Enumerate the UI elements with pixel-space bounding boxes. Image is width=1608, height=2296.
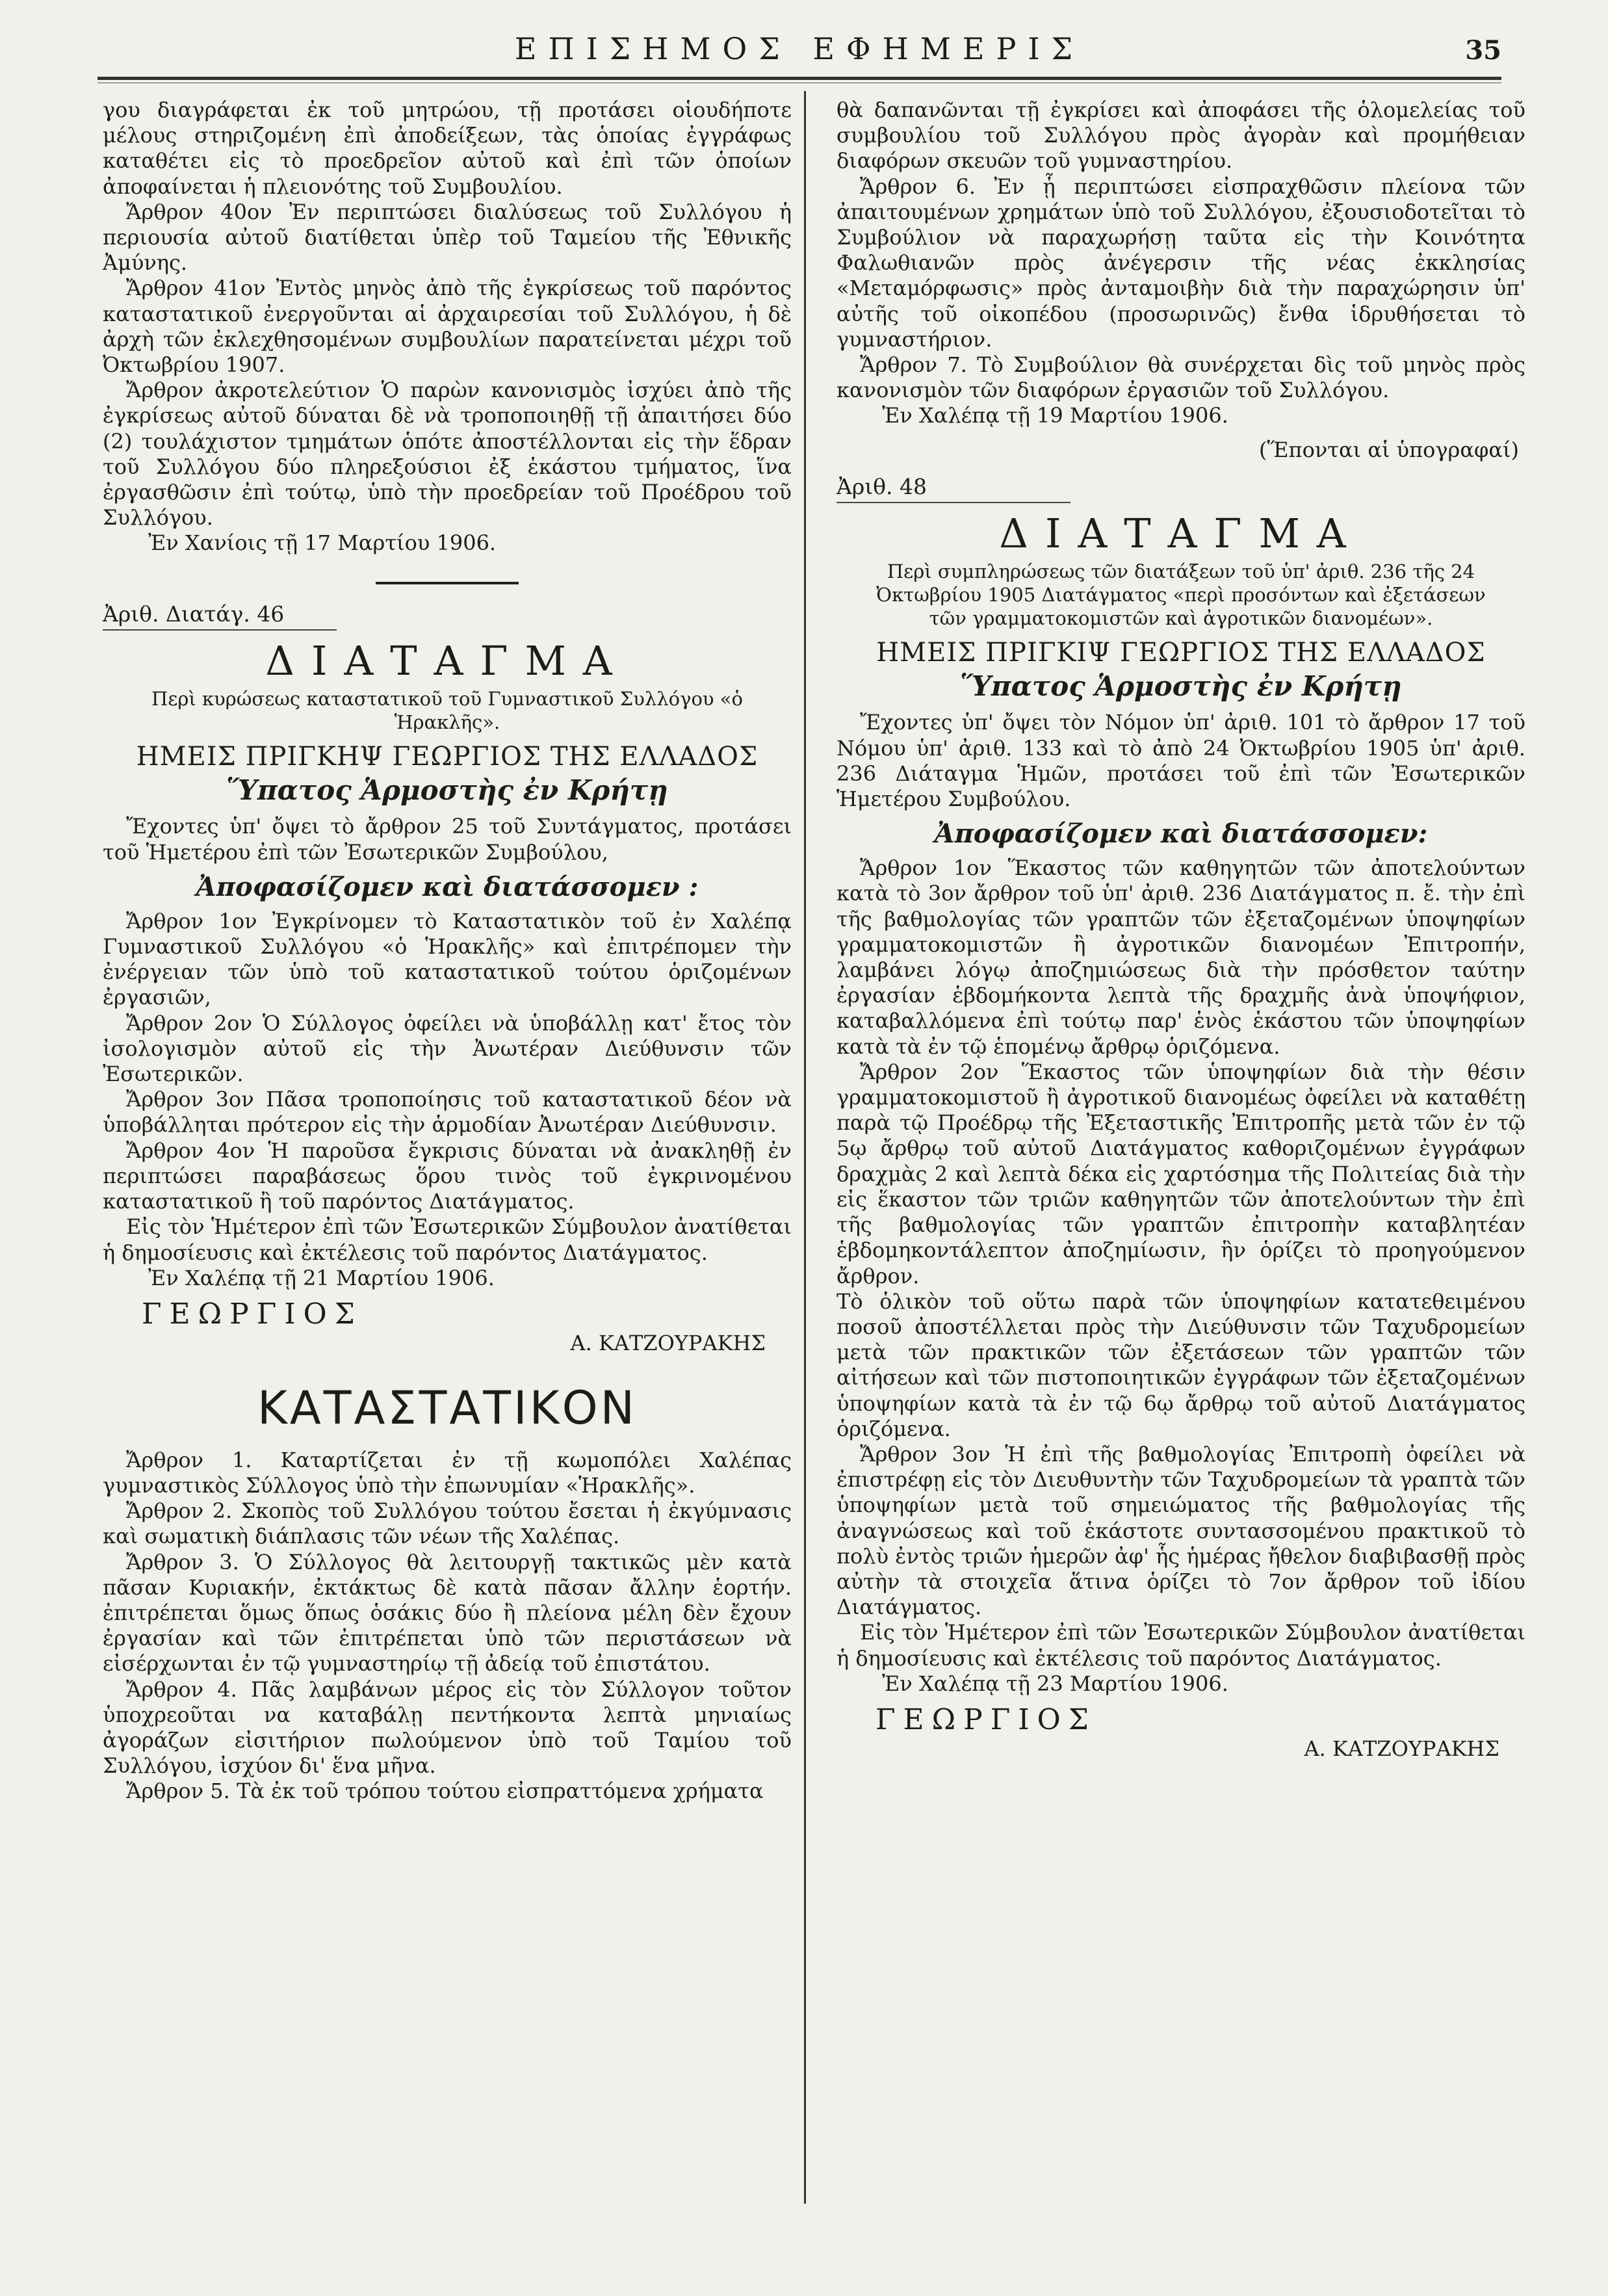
decree-article: Ἄρθρον 2ον Ἕκαστος τῶν ὑποψηφίων διὰ τὴν θέσιν γραμματοκομιστοῦ ἢ ἀγροτικοῦ διανομέως ὀφείλει νὰ καταθέτῃ παρὰ τῷ Προέδρῳ τῆς Ἐξεταστικῆς Ἐπιτροπῆς μετὰ τῶν ἐν τῷ 5ῳ ἄρθρῳ τοῦ αὐτοῦ Διατάγματος καθοριζομένων ἐγγράφων δραχμὰς 2 καὶ λεπτὰ δέκα εἰς χαρτόσημα τῆς Πολιτείας διὰ τὴν εἰς ἕκαστον τῶν τριῶν καθηγητῶν τῶν ἀποτελούντων τὴν ἐπὶ τῆς βαθμολογίας τῶν γραπτῶν ἐπιτροπὴν καταβλητέαν ἑβδομηκοντάλεπτον ἀποζημίωσιν, ἣν ὁρίζει τὸ προηγούμενον ἄρθρον. — [836, 1059, 1525, 1288]
header-rule — [97, 77, 1501, 80]
column-divider — [804, 91, 806, 2204]
decree-title: ΔΙΑΤΑΓΜΑ — [265, 637, 629, 685]
statute-article: Ἄρθρον 6. Ἐν ᾗ περιπτώσει εἰσπραχθῶσιν πλείονα τῶν ἀπαιτουμένων χρημάτων ὑπὸ τοῦ Συλλόγου, ἐξουσιοδοτεῖται τὸ Συμβούλιον νὰ παραχωρήσῃ ταῦτα εἰς τὴν Κοινότητα Φαλωθιανῶν πρὸς ἀνέγερσιν τῆς νέας ἐκκλησίας «Μεταμόρφωσις» πρὸς ἀνταμοιβὴν διὰ τὴν παραχώρησιν ὑπ' αὐτῆς τοῦ οἰκοπέδου (προσωρινῶς) ἔνθα ἱδρυθήσεται τὸ γυμναστήριον. — [836, 174, 1525, 352]
decree-king-signature: ΓΕΩΡΓΙΟΣ — [142, 1297, 363, 1331]
decree-number: Ἀριθ. 48 — [836, 474, 1070, 503]
decree-preamble: Ἔχοντες ὑπ' ὄψει τὸν Νόμον ὑπ' ἀριθ. 101 τὸ ἄρθρον 17 τοῦ Νόμου ὑπ' ἀριθ. 133 καὶ τὸ ἀπὸ 24 Ὀκτωβρίου 1905 ὑπ' ἀριθ. 236 Διάταγμα Ἡμῶν, προτάσει τοῦ ἐπὶ τῶν Ἐσωτερικῶν Ἡμετέρου Συμβούλου. — [836, 710, 1525, 812]
statute-article: θὰ δαπανῶνται τῇ ἐγκρίσει καὶ ἀποφάσει τῆς ὁλομελείας τοῦ συμβουλίου τοῦ Συλλόγου πρὸς ἀγορὰν καὶ προμήθειαν διαφόρων σκευῶν τοῦ γυμναστηρίου. — [836, 98, 1525, 174]
page-header — [97, 26, 1501, 72]
decree-issuer: ΗΜΕΙΣ ΠΡΙΓΚΗΨ ΓΕΩΡΓΙΟΣ ΤΗΣ ΕΛΛΑΔΟΣ — [136, 742, 759, 772]
decree-number: Ἀριθ. Διατάγ. 46 — [103, 601, 337, 631]
decree-article: Ἄρθρον 3ον Ἡ ἐπὶ τῆς βαθμολογίας Ἐπιτροπὴ ὀφείλει νὰ ἐπιστρέφῃ εἰς τὸν Διευθυντὴν τῶν Ταχυδρομείων τὰ γραπτὰ τῶν ὑποψηφίων μετὰ τοῦ σημειώματος τῆς βαθμολογίας τῆς ἀναγνώσεως καὶ τοῦ ἑκάστοτε συντασσομένου πρακτικοῦ τὸ πολὺ ἐντὸς τριῶν ἡμερῶν ἀφ' ἧς ἡμέρας ἤθελον διαβιβασθῇ πρὸς αὐτὴν τὰ στοιχεῖα ἅτινα ὁρίζει τὸ 7ον ἄρθρον τοῦ ἰδίου Διατάγματος. — [836, 1441, 1525, 1620]
right-column — [836, 98, 1525, 1761]
decree-title: ΔΙΑΤΑΓΜΑ — [999, 510, 1363, 558]
decree-article: Ἄρθρον 1ον Ἐγκρίνομεν τὸ Καταστατικὸν τοῦ ἐν Χαλέπᾳ Γυμναστικοῦ Συλλόγου «ὁ Ἡρακλῆς» καὶ ἐπιτρέπομεν τὴν ἐνέργειαν τῶν ὑπὸ τοῦ καταστατικοῦ τούτου ὁριζομένων ἐργασιῶν, — [103, 908, 792, 1010]
decree-decision: Ἀποφασίζομεν καὶ διατάσσομεν : — [196, 871, 699, 902]
decree-date: Ἐν Χαλέπᾳ τῇ 21 Μαρτίου 1906. — [148, 1265, 495, 1290]
decree-subject: Περὶ κυρώσεως καταστατικοῦ τοῦ Γυμναστικοῦ Συλλόγου «ὁ Ἡρακλῆς». — [151, 688, 743, 734]
statute-article: Ἄρθρον 2. Σκοπὸς τοῦ Συλλόγου τούτου ἔσεται ἡ ἐκγύμνασις καὶ σωματικὴ διάπλασις τῶν νέων τῆς Χαλέπας. — [103, 1498, 792, 1549]
decree-regent: Ὕπατος Ἁρμοστὴς ἐν Κρήτῃ — [960, 670, 1402, 703]
decree-article: Εἰς τὸν Ἡμέτερον ἐπὶ τῶν Ἐσωτερικῶν Σύμβουλον ἀνατίθεται ἡ δημοσίευσις καὶ ἐκτέλεσις τοῦ παρόντος Διατάγματος. — [103, 1214, 792, 1265]
decree-article: Εἰς τὸν Ἡμέτερον ἐπὶ τῶν Ἐσωτερικῶν Σύμβουλον ἀνατίθεται ἡ δημοσίευσις καὶ ἐκτέλεσις τοῦ παρόντος Διατάγματος. — [836, 1620, 1525, 1671]
statute-article: Ἄρθρον 7. Τὸ Συμβούλιον θὰ συνέρχεται δὶς τοῦ μηνὸς πρὸς κανονισμὸν τῶν διαφόρων ἐργασιῶν τοῦ Συλλόγου. — [836, 352, 1525, 403]
intro-date: Ἐν Χανίοις τῇ 17 Μαρτίου 1906. — [148, 530, 497, 556]
decree-preamble: Ἔχοντες ὑπ' ὄψει τὸ ἄρθρον 25 τοῦ Συντάγματος, προτάσει τοῦ Ἡμετέρου ἐπὶ τῶν Ἐσωτερικῶν Συμβούλου, — [103, 814, 792, 865]
left-column — [103, 98, 792, 1805]
decree-king-signature: ΓΕΩΡΓΙΟΣ — [875, 1702, 1096, 1736]
decree-subject: Περὶ συμπληρώσεως τῶν διατάξεων τοῦ ὑπ' ἀριθ. 236 τῆς 24 Ὀκτωβρίου 1905 Διατάγματος «περὶ προσόντων καὶ ἐξετάσεων τῶν γραμματοκομιστῶν καὶ ἀγροτικῶν διανομέων». — [876, 560, 1486, 630]
decree-article: Ἄρθρον 2ον Ὁ Σύλλογος ὀφείλει νὰ ὑποβάλλῃ κατ' ἔτος τὸν ἰσολογισμὸν αὐτοῦ εἰς τὴν Ἀνωτέραν Διεύθυνσιν τῶν Ἐσωτερικῶν. — [103, 1010, 792, 1087]
statute-article: Ἄρθρον 4. Πᾶς λαμβάνων μέρος εἰς τὸν Σύλλογον τοῦτον ὑποχρεοῦται να καταβάλῃ πεντήκοντα λεπτὰ μηνιαίως ἀγοράζων εἰσιτήριον πωλούμενον ὑπὸ τοῦ Ταμίου τοῦ Συλλόγου, ἰσχύον δι' ἕνα μῆνα. — [103, 1676, 792, 1779]
page-number: 35 — [1465, 35, 1501, 66]
statute-date: Ἐν Χαλέπᾳ τῇ 19 Μαρτίου 1906. — [882, 403, 1228, 428]
decree-minister-signature: Α. ΚΑΤΖΟΥΡΑΚΗΣ — [1304, 1736, 1499, 1761]
gazette-title: ΕΠΙΣΗΜΟΣ ΕΦΗΜΕΡΙΣ — [514, 31, 1085, 66]
decree-article: Ἄρθρον 4ον Ἡ παροῦσα ἔγκρισις δύναται νὰ ἀνακληθῇ ἐν περιπτώσει παραβάσεως ὅρου τινὸς τοῦ ἐγκρινομένου καταστατικοῦ ἢ τοῦ παρόντος Διατάγματος. — [103, 1138, 792, 1214]
statute-article: Ἄρθρον 1. Καταρτίζεται ἐν τῇ κωμοπόλει Χαλέπας γυμναστικὸς Σύλλογος ὑπὸ τὴν ἐπωνυμίαν «Ἡρακλῆς». — [103, 1447, 792, 1498]
decree-minister-signature: Α. ΚΑΤΖΟΥΡΑΚΗΣ — [570, 1330, 766, 1355]
decree-article: Ἄρθρον 1ον Ἕκαστος τῶν καθηγητῶν τῶν ἀποτελούντων κατὰ τὸ 3ον ἄρθρον τοῦ ὑπ' ἀριθ. 236 Διατάγματος π. ἔ. τὴν ἐπὶ τῆς βαθμολογίας τῶν γραπτῶν τῶν ἐξεταζομένων ὑποψηφίων γραμματοκομιστῶν ἢ ἀγροτικῶν διανομέων Ἐπιτροπήν, λαμβάνει λόγῳ ἀποζημιώσεως διὰ τὴν πρόσθετον ταύτην ἐργασίαν ἑβδομήκοντα λεπτὰ τῆς δραχμῆς ἀνὰ ὑποψήφιον, καταβαλλόμενα ἐπὶ τούτῳ παρ' ἑνὸς ἑκάστου τῶν ὑποψηφίων κατὰ τὰ ἐν τῷ ἑπομένῳ ἄρθρῳ ὁριζόμενα. — [836, 855, 1525, 1059]
statute-article: Ἄρθρον 5. Τὰ ἐκ τοῦ τρόπου τούτου εἰσπραττόμενα χρήματα — [126, 1779, 764, 1804]
signatures-note: (Ἕπονται αἱ ὑπογραφαί) — [1258, 437, 1519, 463]
decree-date: Ἐν Χαλέπᾳ τῇ 23 Μαρτίου 1906. — [882, 1671, 1228, 1696]
statute-title: ΚΑΤΑΣΤΑΤΙΚΟΝ — [257, 1381, 638, 1435]
decree-decision: Ἀποφασίζομεν καὶ διατάσσομεν: — [934, 818, 1428, 850]
section-rule — [376, 582, 519, 584]
article-text: γου διαγράφεται ἐκ τοῦ μητρώου, τῇ προτάσει οἱουδήποτε μέλους στηριζομένη ἐπὶ ἀποδείξεων, τὰς ὁποίας ἐγγράφως καταθέτει εἰς τὸ προεδρεῖον αὐτοῦ καὶ ἐπὶ τῶν ὁποίων ἀποφαίνεται ἡ πλειονότης τοῦ Συμβουλίου. — [103, 98, 792, 199]
decree-regent: Ὕπατος Ἁρμοστὴς ἐν Κρήτῃ — [226, 774, 668, 807]
statute-article: Ἄρθρον 3. Ὁ Σύλλογος θὰ λειτουργῇ τακτικῶς μὲν κατὰ πᾶσαν Κυριακήν, ἐκτάκτως δὲ κατὰ πᾶσαν ἄλλην ἑορτήν. ἐπιτρέπεται ὅμως ὅπως ὁσάκις δύο ἢ πλείονα μέλη δὲν ἔχουν ἐργασίαν καὶ τῶν ἐπιτρέπεται ὑπὸ τῶν περιστάσεων νὰ εἰσέρχωνται ἐν τῷ γυμναστηρίῳ τῇ ἀδείᾳ τοῦ ἐπιστάτου. — [103, 1549, 792, 1676]
article-text: Ἄρθρον 41ον Ἐντὸς μηνὸς ἀπὸ τῆς ἐγκρίσεως τοῦ παρόντος καταστατικοῦ ἐνεργοῦνται αἱ ἀρχαιρεσίαι τοῦ Συλλόγου, ἡ δὲ ἀρχὴ τῶν ἐκλεχθησομένων συμβουλίων παρατείνεται μέχρι τοῦ Ὀκτωβρίου 1907. — [103, 276, 792, 378]
article-text: Ἄρθρον 40ον Ἐν περιπτώσει διαλύσεως τοῦ Συλλόγου ἡ περιουσία αὐτοῦ διατίθεται ὑπὲρ τοῦ Ταμείου τῆς Ἐθνικῆς Ἀμύνης. — [103, 199, 792, 276]
article-text: Ἄρθρον ἀκροτελεύτιον Ὁ παρὼν κανονισμὸς ἰσχύει ἀπὸ τῆς ἐγκρίσεως αὐτοῦ δύναται δὲ νὰ τροποποιηθῇ τῇ ἀπαιτήσει δύο (2) τουλάχιστον τμημάτων ὁπότε ἀποστέλλονται εἰς τὴν ἕδραν τοῦ Συλλόγου δύο πληρεξούσιοι ἐξ ἑκάστου τμήματος, ἵνα ἐργασθῶσιν ἐπὶ τούτῳ, ὑπὸ τὴν προεδρείαν τοῦ Προέδρου τοῦ Συλλόγου. — [103, 378, 792, 530]
decree-article: Τὸ ὁλικὸν τοῦ οὕτω παρὰ τῶν ὑποψηφίων κατατεθειμένου ποσοῦ ἀποστέλλεται πρὸς τὴν Διεύθυνσιν τῶν Ταχυδρομείων μετὰ τῶν πρακτικῶν τῶν ἐξετάσεων τῶν γραπτῶν τῶν αἰτήσεων καὶ τῶν πιστοποιητικῶν ἐγγράφων τῶν ἐξεταζομένων ὑποψηφίων κατὰ τὰ ἐν τῷ 6ῳ ἄρθρῳ τοῦ αὐτοῦ Διατάγματος ὁριζόμενα. — [836, 1288, 1525, 1441]
decree-article: Ἄρθρον 3ον Πᾶσα τροποποίησις τοῦ καταστατικοῦ δέον νὰ ὑποβάλληται πρότερον εἰς τὴν ἁρμοδίαν Ἀνωτέραν Διεύθυνσιν. — [103, 1087, 792, 1138]
decree-issuer: ΗΜΕΙΣ ΠΡΙΓΚΙΨ ΓΕΩΡΓΙΟΣ ΤΗΣ ΕΛΛΑΔΟΣ — [876, 638, 1486, 668]
